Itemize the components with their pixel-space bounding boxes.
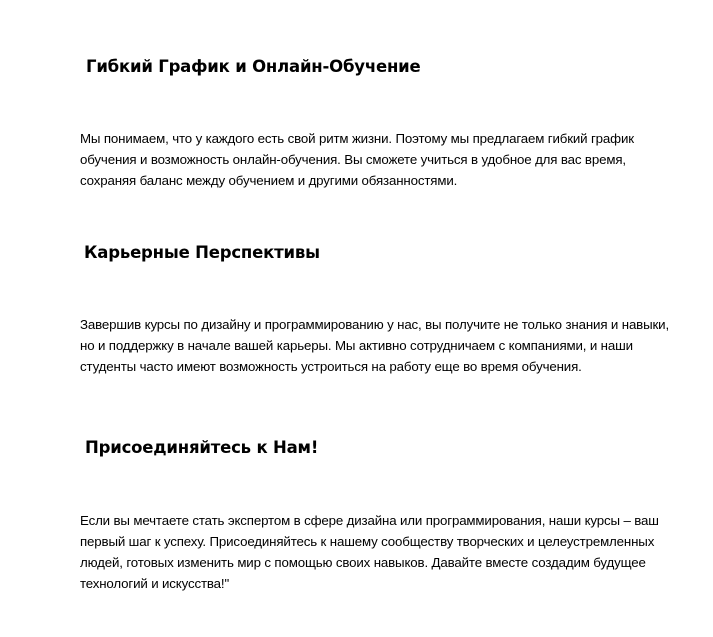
- section-paragraph-join-us: [80, 510, 705, 594]
- section-heading-career-prospects: Карьерные Перспективы: [84, 243, 320, 262]
- paragraph-line: Завершив курсы по дизайну и программированию у нас, вы получите не только знания и навыки,: [80, 317, 669, 332]
- paragraph-line: студенты часто имеют возможность устроиться на работу еще во время обучения.: [80, 359, 582, 374]
- paragraph-line: сохраняя баланс между обучением и другими обязанностями.: [80, 173, 458, 188]
- section-heading-flexible-schedule: Гибкий График и Онлайн-Обучение: [86, 57, 421, 76]
- paragraph-line: людей, готовых изменить мир с помощью своих навыков. Давайте вместе создадим будущее: [80, 555, 646, 570]
- paragraph-line: но и поддержку в начале вашей карьеры. Мы активно сотрудничаем с компаниями, и наши: [80, 338, 633, 353]
- paragraph-line: первый шаг к успеху. Присоединяйтесь к нашему сообществу творческих и целеустремленных: [80, 534, 655, 549]
- paragraph-line: технологий и искусства!": [80, 576, 230, 591]
- section-heading-join-us: Присоединяйтесь к Нам!: [85, 438, 319, 457]
- section-paragraph-career-prospects: [80, 314, 705, 377]
- paragraph-line: Если вы мечтаете стать экспертом в сфере дизайна или программирования, наши курсы – ваш: [80, 513, 659, 528]
- paragraph-line: обучения и возможность онлайн-обучения. Вы сможете учиться в удобное для вас время,: [80, 152, 626, 167]
- section-paragraph-flexible-schedule: [80, 128, 705, 191]
- paragraph-line: Мы понимаем, что у каждого есть свой ритм жизни. Поэтому мы предлагаем гибкий график: [80, 131, 634, 146]
